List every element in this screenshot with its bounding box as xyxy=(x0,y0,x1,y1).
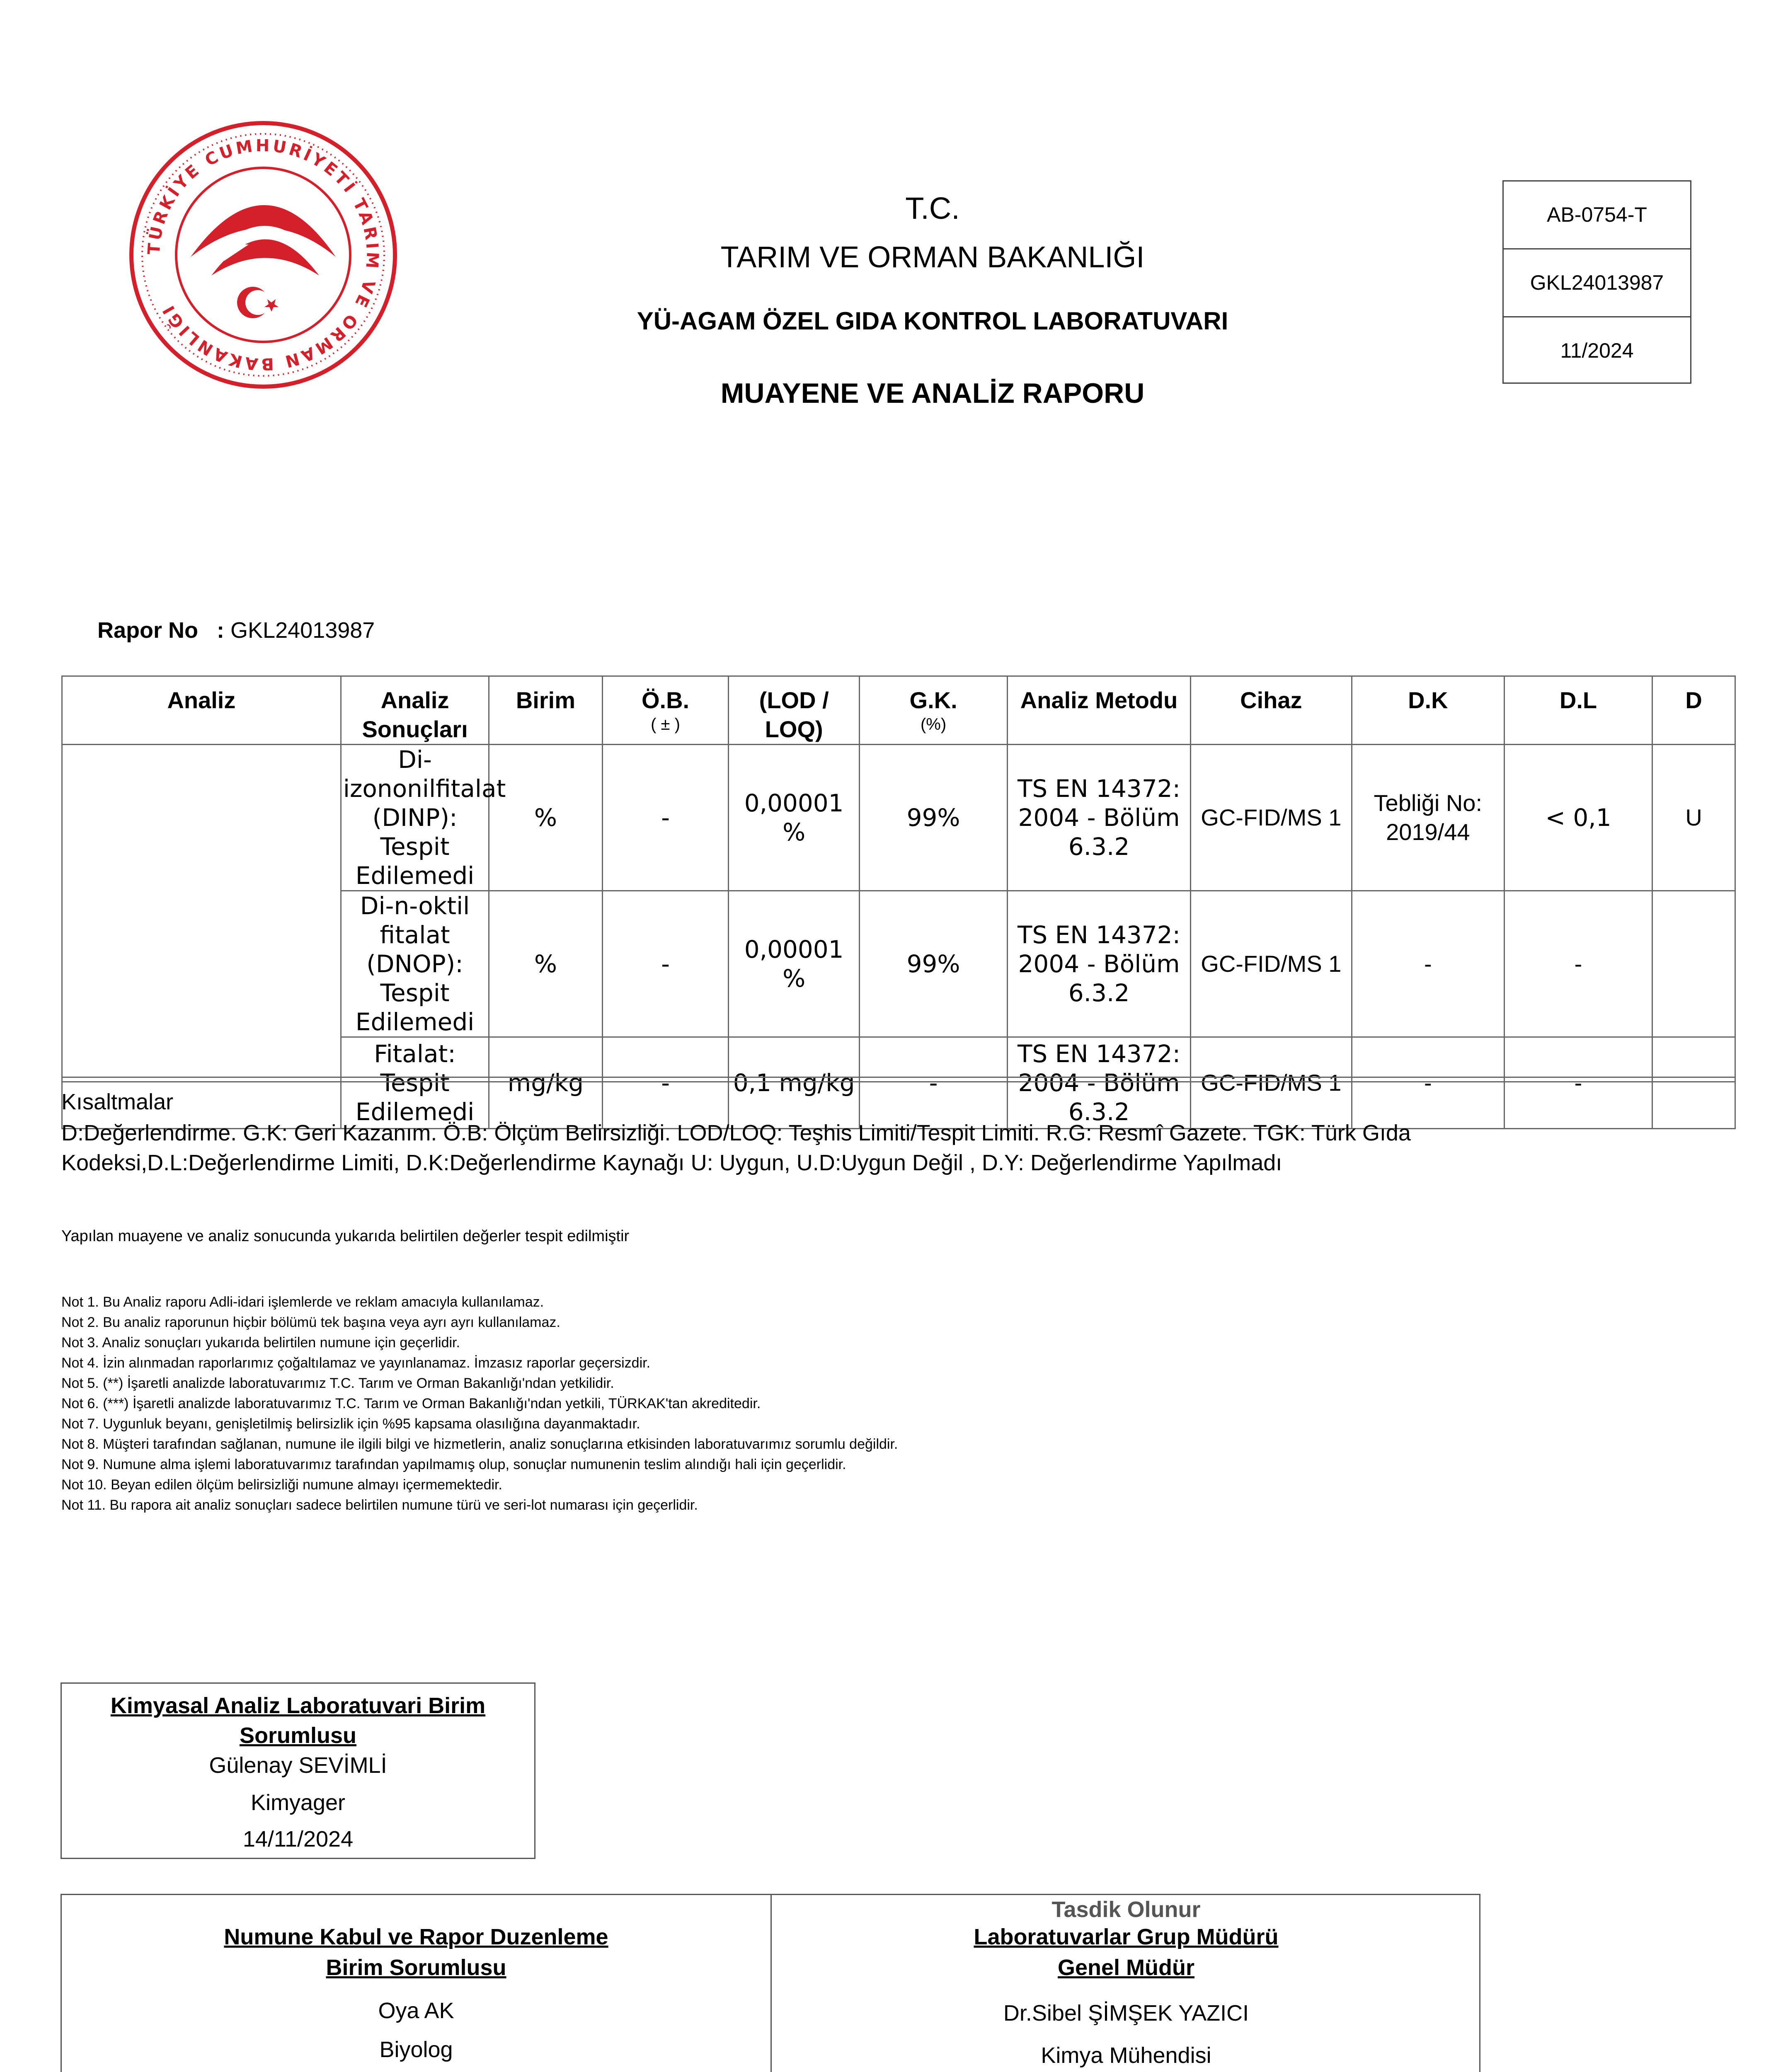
cell-ob: - xyxy=(602,891,729,1037)
table-row xyxy=(62,745,1735,891)
sig-role: Kimyager xyxy=(250,1790,346,1815)
table-bottom-rule xyxy=(61,1077,1736,1082)
note-item: Not 9. Numune alma işlemi laboratuvarımız tarafından yapılmamış olup, sonuçlar numunenin teslim alındığı hali için geçerlidir. xyxy=(61,1457,846,1472)
cell-sonuc: Di-n-oktil fitalat (DNOP): Tespit Edilemedi xyxy=(341,891,489,1037)
sig-title: Birim Sorumlusu xyxy=(326,1955,506,1980)
cell-gk: 99% xyxy=(859,745,1007,891)
table-header-row xyxy=(62,676,1735,745)
note-item: Not 4. İzin alınmadan raporlarımız çoğaltılamaz ve yayınlanamaz. İmzasız raporlar geçersizdir. xyxy=(61,1355,651,1371)
cell-birim: % xyxy=(489,745,602,891)
cell-sonuc: Fitalat: Tespit Edilemedi xyxy=(341,1037,489,1129)
header-tc: T.C. xyxy=(905,191,960,225)
sig-name: Dr.Sibel ŞİMŞEK YAZICI xyxy=(1003,2001,1249,2026)
cell-lod: 0,1 mg/kg xyxy=(729,1037,859,1129)
col-dl: D.L xyxy=(1504,676,1652,745)
col-metod: Analiz Metodu xyxy=(1008,676,1191,745)
cell-d xyxy=(1652,891,1735,1037)
cell-dk: Tebliği No: 2019/44 xyxy=(1352,745,1504,891)
logo-text: TÜRKİYE CUMHURİYETİ TARIM VE ORMAN BAKANLIĞI xyxy=(144,136,382,374)
signature-manager xyxy=(770,1895,1480,2072)
abbreviations-line: Kodeksi,D.L:Değerlendirme Limiti, D.K:Değerlendirme Kaynağı U: Uygun, U.D:Uygun Değil , D.Y: Değerlendirme Yapılmadı xyxy=(61,1150,1282,1175)
sig-name: Gülenay SEVİMLİ xyxy=(209,1753,387,1778)
cell-dk: - xyxy=(1352,891,1504,1037)
cell-lod: 0,00001 % xyxy=(729,891,859,1037)
cell-sonuc: Di-izononilfitalat (DINP): Tespit Edilemedi xyxy=(341,745,489,891)
cell-ob: - xyxy=(602,745,729,891)
sig-title: Sorumlusu xyxy=(239,1723,357,1748)
cell-cihaz: GC-FID/MS 1 xyxy=(1190,1037,1352,1129)
report-date: 11/2024 xyxy=(1560,339,1634,362)
note-item: Not 8. Müşteri tarafından sağlanan, numune ile ilgili bilgi ve hizmetlerin, analiz sonuçlarına etkisinden laboratuvarımız sorumlu değildir. xyxy=(61,1436,898,1452)
cell-dk: - xyxy=(1352,1037,1504,1129)
cell-dl: - xyxy=(1504,891,1652,1037)
note-item: Not 11. Bu rapora ait analiz sonuçları sadece belirtilen numune türü ve seri-lot numarası için geçerlidir. xyxy=(61,1497,698,1513)
note-item: Not 3. Analiz sonuçları yukarıda belirtilen numune için geçerlidir. xyxy=(61,1335,460,1351)
note-item: Not 10. Beyan edilen ölçüm belirsizliği numune almayı içermemektedir. xyxy=(61,1477,502,1493)
cell-gk: - xyxy=(859,1037,1007,1129)
col-ob: Ö.B. ( ± ) xyxy=(602,676,729,745)
cell-d xyxy=(1652,1037,1735,1129)
approval-label: Tasdik Olunur xyxy=(1051,1897,1201,1922)
cell-metod: TS EN 14372: 2004 - Bölüm 6.3.2 xyxy=(1008,891,1191,1037)
col-birim: Birim xyxy=(489,676,602,745)
sig-role: Biyolog xyxy=(379,2037,453,2062)
ministry-logo xyxy=(128,120,398,390)
col-gk: G.K. (%) xyxy=(859,676,1007,745)
doc-code: AB-0754-T xyxy=(1504,182,1690,249)
cell-cihaz: GC-FID/MS 1 xyxy=(1190,745,1352,891)
signature-chemistry xyxy=(61,1682,535,1859)
cell-d: U xyxy=(1652,745,1735,891)
sig-title: Kimyasal Analiz Laboratuvari Birim xyxy=(110,1693,486,1718)
abbreviations-title: Kısaltmalar xyxy=(61,1089,174,1114)
cell-dl: - xyxy=(1504,1037,1652,1129)
sig-date: 14/11/2024 xyxy=(242,1827,354,1852)
cell-metod: TS EN 14372: 2004 - Bölüm 6.3.2 xyxy=(1008,1037,1191,1129)
cell-birim: % xyxy=(489,891,602,1037)
col-d: D xyxy=(1652,676,1735,745)
report-code: GKL24013987 xyxy=(1504,249,1690,317)
report-number-label: Rapor No xyxy=(97,618,198,643)
cell-lod: 0,00001 % xyxy=(729,745,859,891)
sig-name: Oya AK xyxy=(378,1998,454,2023)
col-lod: (LOD / LOQ) xyxy=(729,676,859,745)
analiz-cell xyxy=(62,745,341,1129)
note-item: Not 1. Bu Analiz raporu Adli-idari işlemlerde ve reklam amacıyla kullanılamaz. xyxy=(61,1294,544,1310)
cell-dl: < 0,1 xyxy=(1504,745,1652,891)
sig-title: Numune Kabul ve Rapor Duzenleme xyxy=(224,1924,608,1949)
cell-metod: TS EN 14372: 2004 - Bölüm 6.3.2 xyxy=(1008,745,1191,891)
note-item: Not 5. (**) İşaretli analizde laboratuvarımız T.C. Tarım ve Orman Bakanlığı'ndan yetkilidir. xyxy=(61,1375,614,1391)
header-report-title: MUAYENE VE ANALİZ RAPORU xyxy=(720,378,1145,409)
result-statement: Yapılan muayene ve analiz sonucunda yukarıda belirtilen değerler tespit edilmiştir xyxy=(61,1227,630,1245)
col-cihaz: Cihaz xyxy=(1190,676,1352,745)
notes-list xyxy=(61,1292,898,1515)
header-ministry: TARIM VE ORMAN BAKANLIĞI xyxy=(720,241,1145,274)
results-table xyxy=(61,675,1736,1129)
sig-title: Laboratuvarlar Grup Müdürü xyxy=(974,1924,1279,1949)
note-item: Not 7. Uygunluk beyanı, genişletilmiş belirsizlik için %95 kapsama olasılığına dayanmaktadır. xyxy=(61,1416,640,1432)
col-dk: D.K xyxy=(1352,676,1504,745)
abbreviations-text xyxy=(61,1118,1574,1178)
note-item: Not 2. Bu analiz raporunun hiçbir bölümü tek başına veya ayrı ayrı kullanılamaz. xyxy=(61,1314,560,1330)
report-number-value: GKL24013987 xyxy=(230,618,375,643)
signature-sample-acceptance xyxy=(62,1895,770,2072)
cell-gk: 99% xyxy=(859,891,1007,1037)
signature-block xyxy=(61,1894,1480,2072)
col-sonuc: Analiz Sonuçları xyxy=(341,676,489,745)
abbreviations-line: D:Değerlendirme. G.K: Geri Kazanım. Ö.B: Ölçüm Belirsizliği. LOD/LOQ: Teşhis Limiti/Tespit Limiti. R.G: Resmî Gazete. TGK: Türk Gıda xyxy=(61,1121,1411,1145)
report-number: Rapor No : GKL24013987 xyxy=(97,618,375,643)
cell-cihaz: GC-FID/MS 1 xyxy=(1190,891,1352,1037)
header-lab: YÜ-AGAM ÖZEL GIDA KONTROL LABORATUVARI xyxy=(637,307,1228,335)
doc-code-box xyxy=(1502,180,1691,384)
col-analiz: Analiz xyxy=(62,676,341,745)
cell-birim: mg/kg xyxy=(489,1037,602,1129)
cell-ob: - xyxy=(602,1037,729,1129)
note-item: Not 6. (***) İşaretli analizde laboratuvarımız T.C. Tarım ve Orman Bakanlığı'ndan yetkili, TÜRKAK'tan akreditedir. xyxy=(61,1396,761,1411)
sig-title: Genel Müdür xyxy=(1057,1955,1194,1980)
sig-role: Kimya Mühendisi xyxy=(1041,2043,1211,2068)
